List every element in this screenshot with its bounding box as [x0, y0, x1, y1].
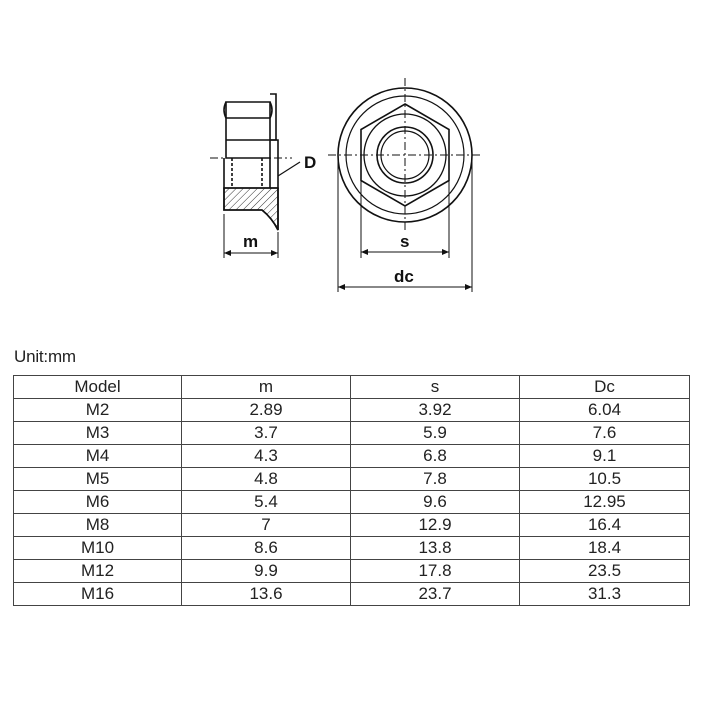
table-row	[14, 514, 690, 537]
model-cell: M2	[14, 399, 182, 422]
table-row	[14, 583, 690, 606]
table-row	[14, 422, 690, 445]
label-dc: dc	[394, 267, 414, 286]
unit-label: Unit:mm	[14, 347, 76, 366]
s-cell: 12.9	[351, 514, 520, 537]
model-cell: M4	[14, 445, 182, 468]
table-row	[14, 468, 690, 491]
s-cell: 9.6	[351, 491, 520, 514]
label-D: D	[304, 153, 317, 172]
top-view	[328, 78, 482, 292]
m-cell: 13.6	[182, 583, 351, 606]
model-cell: M5	[14, 468, 182, 491]
model-cell: M8	[14, 514, 182, 537]
dc-cell: 31.3	[520, 583, 690, 606]
s-cell: 6.8	[351, 445, 520, 468]
s-cell: 5.9	[351, 422, 520, 445]
s-cell: 17.8	[351, 560, 520, 583]
s-cell: 3.92	[351, 399, 520, 422]
model-cell: M6	[14, 491, 182, 514]
model-cell: M16	[14, 583, 182, 606]
m-cell: 5.4	[182, 491, 351, 514]
model-cell: M10	[14, 537, 182, 560]
m-cell: 4.8	[182, 468, 351, 491]
table-body	[14, 399, 690, 606]
model-cell: M3	[14, 422, 182, 445]
table-row	[14, 399, 690, 422]
m-cell: 7	[182, 514, 351, 537]
dc-cell: 16.4	[520, 514, 690, 537]
dc-cell: 23.5	[520, 560, 690, 583]
m-cell: 4.3	[182, 445, 351, 468]
table-row	[14, 537, 690, 560]
model-cell: M12	[14, 560, 182, 583]
flange-nut-drawing	[0, 0, 718, 310]
table-row	[14, 445, 690, 468]
table-header-row	[14, 376, 690, 399]
s-cell: 7.8	[351, 468, 520, 491]
label-s: s	[400, 232, 410, 251]
dc-cell: 7.6	[520, 422, 690, 445]
dc-cell: 9.1	[520, 445, 690, 468]
header-m: m	[182, 376, 351, 399]
s-cell: 23.7	[351, 583, 520, 606]
m-cell: 3.7	[182, 422, 351, 445]
m-cell: 8.6	[182, 537, 351, 560]
table-row	[14, 491, 690, 514]
header-model: Model	[14, 376, 182, 399]
m-cell: 9.9	[182, 560, 351, 583]
table-row	[14, 560, 690, 583]
dc-cell: 18.4	[520, 537, 690, 560]
label-m: m	[243, 232, 259, 251]
s-cell: 13.8	[351, 537, 520, 560]
dc-cell: 12.95	[520, 491, 690, 514]
dc-cell: 10.5	[520, 468, 690, 491]
m-cell: 2.89	[182, 399, 351, 422]
dimension-table	[13, 375, 690, 606]
header-s: s	[351, 376, 520, 399]
header-dc: Dc	[520, 376, 690, 399]
dc-cell: 6.04	[520, 399, 690, 422]
